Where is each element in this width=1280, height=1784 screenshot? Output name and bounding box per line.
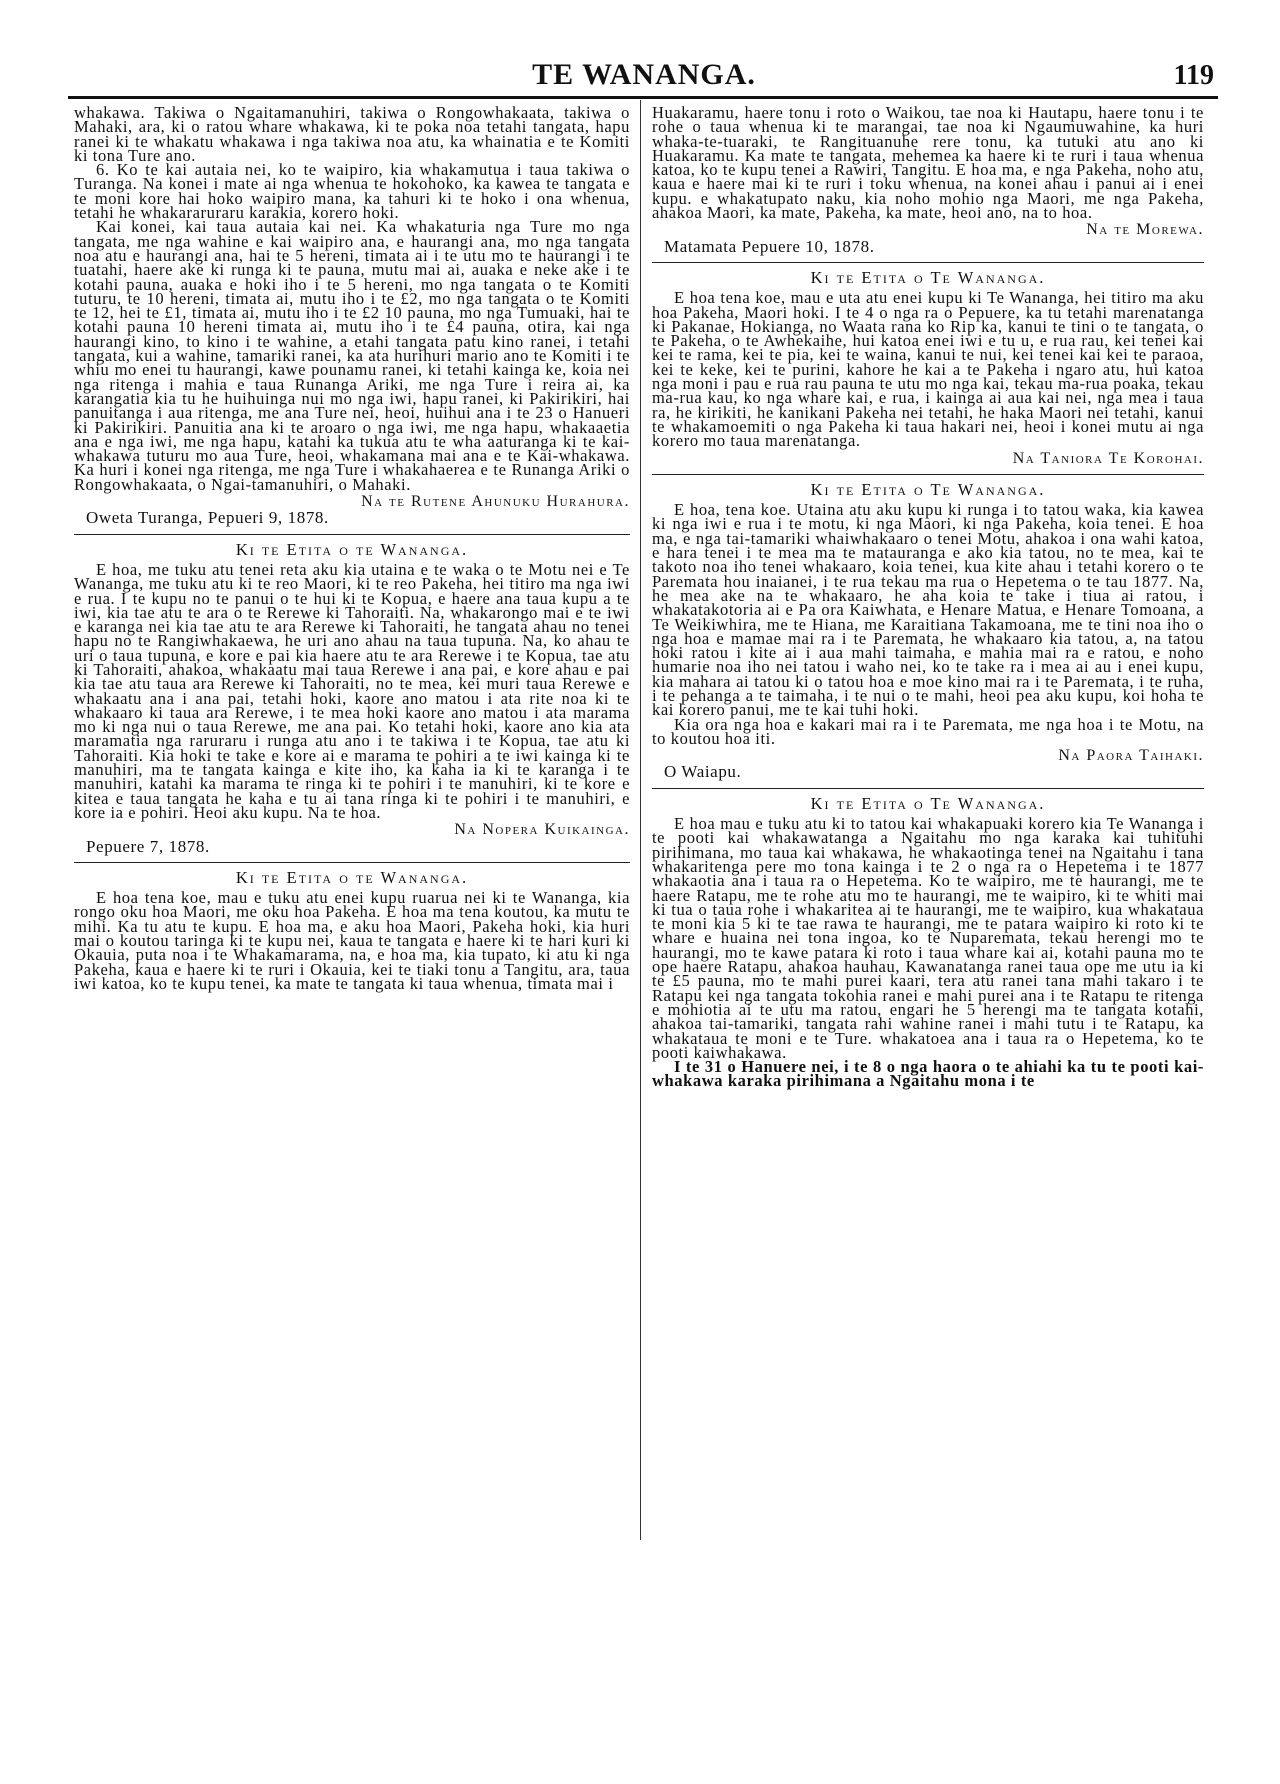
right-column xyxy=(652,103,1204,1091)
signature: Na Paora Taihaki. xyxy=(1058,747,1204,765)
letter-body: E hoa tena koe, mau e tuku atu enei kupu ruarua nei ki te Wananga, kia rongo oku hoa Maori, me oku hoa Pakeha. E hoa ma tena koutou, ka mutu te mihi. Ka tu atu te kupu. E hoa ma, e aku hoa Maori, Pakeha hoki, kia huri mai o koutou taringa ki te kupu nei, kaua te tangata e haere ki te hari kuri ki Okauia, puta noa i te Whakamarama, na, e hoa ma, kia tupato, ki atu ki nga Pakeha, kaua e haere ki te ruri i Okauia, kei te tiaki tonu a Tangitu, ara, taua iwi katoa, ko te kupu tenei, ka mate te tangata ki taua whenua, timata mai i xyxy=(74,888,630,993)
letter-heading: Ki te Etita o Te Wananga. xyxy=(810,267,1046,287)
letter-heading: Ki te Etita o te Wananga. xyxy=(235,867,469,887)
header-rule xyxy=(68,96,1218,99)
signature: Na Nopera Kuikainga. xyxy=(454,821,630,839)
dateline: Matamata Pepuere 10, 1878. xyxy=(664,236,875,256)
dateline: O Waiapu. xyxy=(664,762,742,782)
paragraph: Huakaramu, haere tonu i roto o Waikou, tae noa ki Hautapu, haere tonu i te rohe o taua whenua ki te marangai, tae noa ki Ngaumuwahine, ka huri whaka-te-tuaraki, te Rangituanuhe rere tonu, ka tutuki atu ano ki Huakaramu. Ka mate te tangata, mehemea ka haere ki te ruri i taua whenua katoa, ko te kupu tenei a Rawiri, Tangitu. E hoa ma, e nga Pakeha, noho atu, kaua e haere mai ki te ruri i toku whenua, na konei ahau i panui ai i enei kupu. e whakatupato naku, kia noho mohio nga Maori, me nga Pakeha, ahakoa Maori, ka mate, Pakeha, ka mate, heoi ano, na to hoa. xyxy=(652,103,1204,223)
letter-body: E hoa mau e tuku atu ki to tatou kai whakapuaki korero kia Te Wananga i te pooti kai whakawatanga a Ngaitahu mo nga karaka kai tuhituhi pirihimana, mo taua kai whakawa, he whakaotinga tenei na Ngaitahu i tana whakaritenga pere mo tona kainga i te 2 o nga ra o Hepetema i te 1877 whakaotia ana i taua ra o Hepetema. Ko te waipiro, me te haurangi, me te haere Ratapu, me te rohe atu mo te haurangi, me te waipiro, ki te whiti mai ki tua o taua rohe i whakaritea ai te haurangi, me te waipiro, kua whakataua te moni kia 5 ki te tae rawa te haurangi, me te patara waipiro ki roto ki te whare e huaina nei tona ingoa, ko te Nuparemata, tekau herengi mo te haurangi, mo te kawe patara ki roto i taua whare kai ai, kotahi pauna mo te ope haere Ratapu, ahakoa hauhau, Kawanatanga ranei taua ope me utu ia ki te £5 pauna, mo te mahi purei kaari, tera atu ranei tana mahi takaro i te Ratapu kei nga tangata tokohia ranei e mahi purei ana i te Ratapu te ritenga e mohiotia ai te utu ma ratou, engari he 5 herengi ma te tangata kotahi, ahakoa tai-tamariki, tangata rahi wahine ranei i mahi tutu i te Ratapu, ka whakataua te moni e te Ture. whakatoea ana i taua ra o Hepetema, ko te pooti kaiwhakawa. xyxy=(652,814,1204,1062)
paragraph: I te 31 o Hanuere nei, i te 8 o nga haora o te ahiahi ka tu te pooti kai-whakawa karaka pirihimana a Ngaitahu mona i te xyxy=(652,1057,1204,1091)
section-rule xyxy=(652,262,1204,263)
letter-body: E hoa, me tuku atu tenei reta aku kia utaina e te waka o te Motu nei e Te Wananga, me tuku atu ki te reo Maori, ki te reo Pakeha, hei titiro ma nga iwi e rua. I te kupu no te panui o te hui ki te Kopua, e haere ana taua kupu a te iwi, kia tae atu te ara o te Rerewe ki Tahoraiti. Na, whakarongo mai e te iwi e karanga nei kia tae atu te ara Rerewe ki Tahoraiti, he tangata ahau no tenei hapu no te Rangiwhakaewa, he uri ano ahau na taua tupuna. Na, ko ahau te uri o taua tupuna, e kore e pai kia haere atu te ara Rerewe i te Kopua, tae atu ki Tahoraiti, ahakoa, whakaatu mai taua Rerewe i ana pai, e kore ahau e pai kia tae atu taua ara Rerewe ki Tahoraiti, no te mea, kei muri taua Rerewe e whakaatu ana i ana pai, tetahi hoki, kaore ano matou i ata rite noa ki te whakaaro ki taua ara Rerewe, i te mea hoki kaore ano matou i ata marama mo ki nga nui o taua Rerewe, me ana pai. Ko tetahi hoki, kaore ano kia ata maramatia nga raruraru i runga atu ano i te takiwa i te Kopua, tae atu ki Tahoraiti. Kia hoki te take e kore ai e marama te pohiri a te iwi kainga ki te manuhiri, ma te tangata kainga e kite iho, ka kaha ia ki te karanga i te manuhiri, katahi ka marama te ringa ki te pohiri i te manuhiri, ki te kore e kitea e taua tangata he kaha e tu ai tana ringa ki te pohiri i te manuhiri, e kore ia e pohiri. Heoi aku kupu. Na te hoa. xyxy=(74,559,630,822)
section-rule xyxy=(74,534,630,535)
section-rule xyxy=(652,788,1204,789)
section-rule xyxy=(74,862,630,863)
dateline: Pepuere 7, 1878. xyxy=(86,836,210,856)
left-column xyxy=(74,103,630,993)
dateline: Oweta Turanga, Pepueri 9, 1878. xyxy=(86,508,329,528)
newspaper-title: TE WANANGA. xyxy=(532,58,756,91)
masthead xyxy=(74,58,1214,98)
page-number: 119 xyxy=(1173,60,1214,91)
signature: Na te Morewa. xyxy=(1086,221,1204,239)
paragraph: Kia ora nga hoa e kakari mai ra i te Paremata, me nga hoa i te Motu, na to koutou hoa iti. xyxy=(652,714,1204,748)
signature: Na Taniora Te Korohai. xyxy=(1012,449,1204,467)
column-divider xyxy=(640,100,641,1540)
letter-heading: Ki te Etita o Te Wananga. xyxy=(810,479,1046,499)
letter-body: E hoa, tena koe. Utaina atu aku kupu ki runga i to tatou waka, kia kawea ki nga iwi e rua i te motu, ki nga Maori, ki nga Pakeha, koia tenei. E hoa ma, e nga tai-tamariki whaiwhakaaro o tenei Motu, ahakoa i ona wahi katoa, e hara tenei i te mea ma te matauranga e ako kia tatou, no te mea, kai te takoto noa iho tenei whakaaro, koia tenei, kua kite ahau i tetahi korero o te Paremata hou inaianei, i te rua tekau ma rua o Hepetema o te tau 1877. Na, he mea ake na te whakaaro, he aha koia te take i tiua ai ratou, i whakatakotoria ai e Pa ora Kaiwhata, e Henare Matua, e Henare Tomoana, a Te Weikiwhira, me te Hiana, me Karaitiana Takamoana, me te tini noa iho o nga hoa e mamae mai ra i te Paremata, he whakaaro kia tatou, a, na tatou hoki ratou i kite ai i aua mahi taimaha, e mahia mai ra e ratou, e noho humarie noa iho nei tatou i waho nei, ko te take ra i mea ai au i enei kupu, kia mahara ai tatou ki o tatou hoa e moe kino mai ra i te Paremata, i te ruha, i te pehanga a te taimaha, i te nui o te mahi, heoi pea aku kupu, koi hoha te kai korero panui, me te kai tuhi hoki. xyxy=(652,500,1204,720)
letter-body: E hoa tena koe, mau e uta atu enei kupu ki Te Wananga, hei titiro ma aku hoa Pakeha, Maori hoki. I te 4 o nga ra o Pepuere, ka tu tetahi marenatanga ki Pakanae, Hokianga, no Waata rana ko Rip ka, kanui te tini o te tangata, o te Pakeha, o te Awhekaihe, hui katoa enei iwi e tu u, e rua rau, kei tenei kai kei te rama, kei te pia, kei te waina, kanui te nui, kei tenei kai kei te paraoa, kei te keke, kei te purini, kahore he kai a te Pakeha i ngaro atu, hui katoa nga moni i pau e rua rau pauna te utu mo nga kai, tekau ma-rua poaka, tekau ma-rua kau, ko nga whare kai, e rua, i kainga ai aua kai nei, nga mea i taua ra, he kirikiti, he kanikani Pakeha nei tetahi, he haka Maori nei tetahi, kanui te whakamoemiti o nga Pakeha ki taua hakari nei, heoi i konei mutu ai nga korero mo taua marenatanga. xyxy=(652,288,1204,451)
paragraph: 6. Ko te kai autaia nei, ko te waipiro, kia whakamutua i taua takiwa o Turanga. Na konei i mate ai nga whenua te hokohoko, ka kawea te tangata e te moni kore hai hoko waipiro mana, ka tahuri ki te hoko i ona whenua, tetahi he whakararuraru karakia, korero hoki. xyxy=(74,160,630,223)
letter-heading: Ki te Etita o te Wananga. xyxy=(235,539,469,559)
section-rule xyxy=(652,474,1204,475)
signature: Na te Rutene Ahunuku Hurahura. xyxy=(361,493,630,511)
paragraph: Kai konei, kai taua autaia kai nei. Ka whakaturia nga Ture mo nga tangata, me nga wahine e kai waipiro ana, e haurangi ana, mo nga tangata noa atu e haurangi ana, hai te 5 hereni, timata ai i te utu mo te haurangi i te tuatahi, haere ake ki runga ki te pauna, mutu mai ai, auaka e neke ake i te kotahi pauna, auaka e hoki iho i te 5 hereni, mo nga tangata o te Komiti tuturu, te 10 hereni, timata ai, mutu iho i te £2, mo nga tangata o te Komiti te 12, hei te £1, timata ai, mutu iho i te £2 10 pauna, mo nga Tumuaki, hai te kotahi pauna 10 hereni timata ai, mutu iho i te £4 pauna, otira, kai nga haurangi kino, to kino i te wahine, a etahi tangata patu kino ranei, i tetahi tangata, kui a wahine, tamariki ranei, ka ata hurihuri mario ano te Komiti i te whiu mo enei tu haurangi, kawe pounamu ranei, ki tetahi kainga ke, koia nei nga ritenga i mahia e taua Runanga Ariki, me nga Ture i reira ai, ka karangatia kia tu he huihuinga nui mo nga iwi, hapu ranei, ki Pakirikiri, hai panuitanga i aua ritenga, me ana Ture nei, heoi, huihui ana i te 23 o Hanueri ki Pakirikiri. Panuitia ana ki te aroaro o nga iwi, me nga hapu, whakaaetia ana e nga iwi, me nga hapu, katahi ka tukua atu te wha aaturanga ki te kai-whakawa tuturu mo aua Ture, heoi, whakamana mai ana e te Kai-whakawa. Ka huri i konei nga ritenga, me nga Ture i whakahaerea e te Runanga Ariki o Rongowhakaata, o Ngai-tamanuhiri, o Mahaki. xyxy=(74,217,630,494)
letter-heading: Ki te Etita o Te Wananga. xyxy=(810,793,1046,813)
paragraph: whakawa. Takiwa o Ngaitamanuhiri, takiwa o Rongowhakaata, takiwa o Mahaki, ara, ki o ratou whare whakawa, ki te poka noa tetahi tangata, hapu ranei ki te whakatu whakawa i nga takiwa noa atu, ka whainatia e te Komiti ki tona Ture ano. xyxy=(74,103,630,165)
